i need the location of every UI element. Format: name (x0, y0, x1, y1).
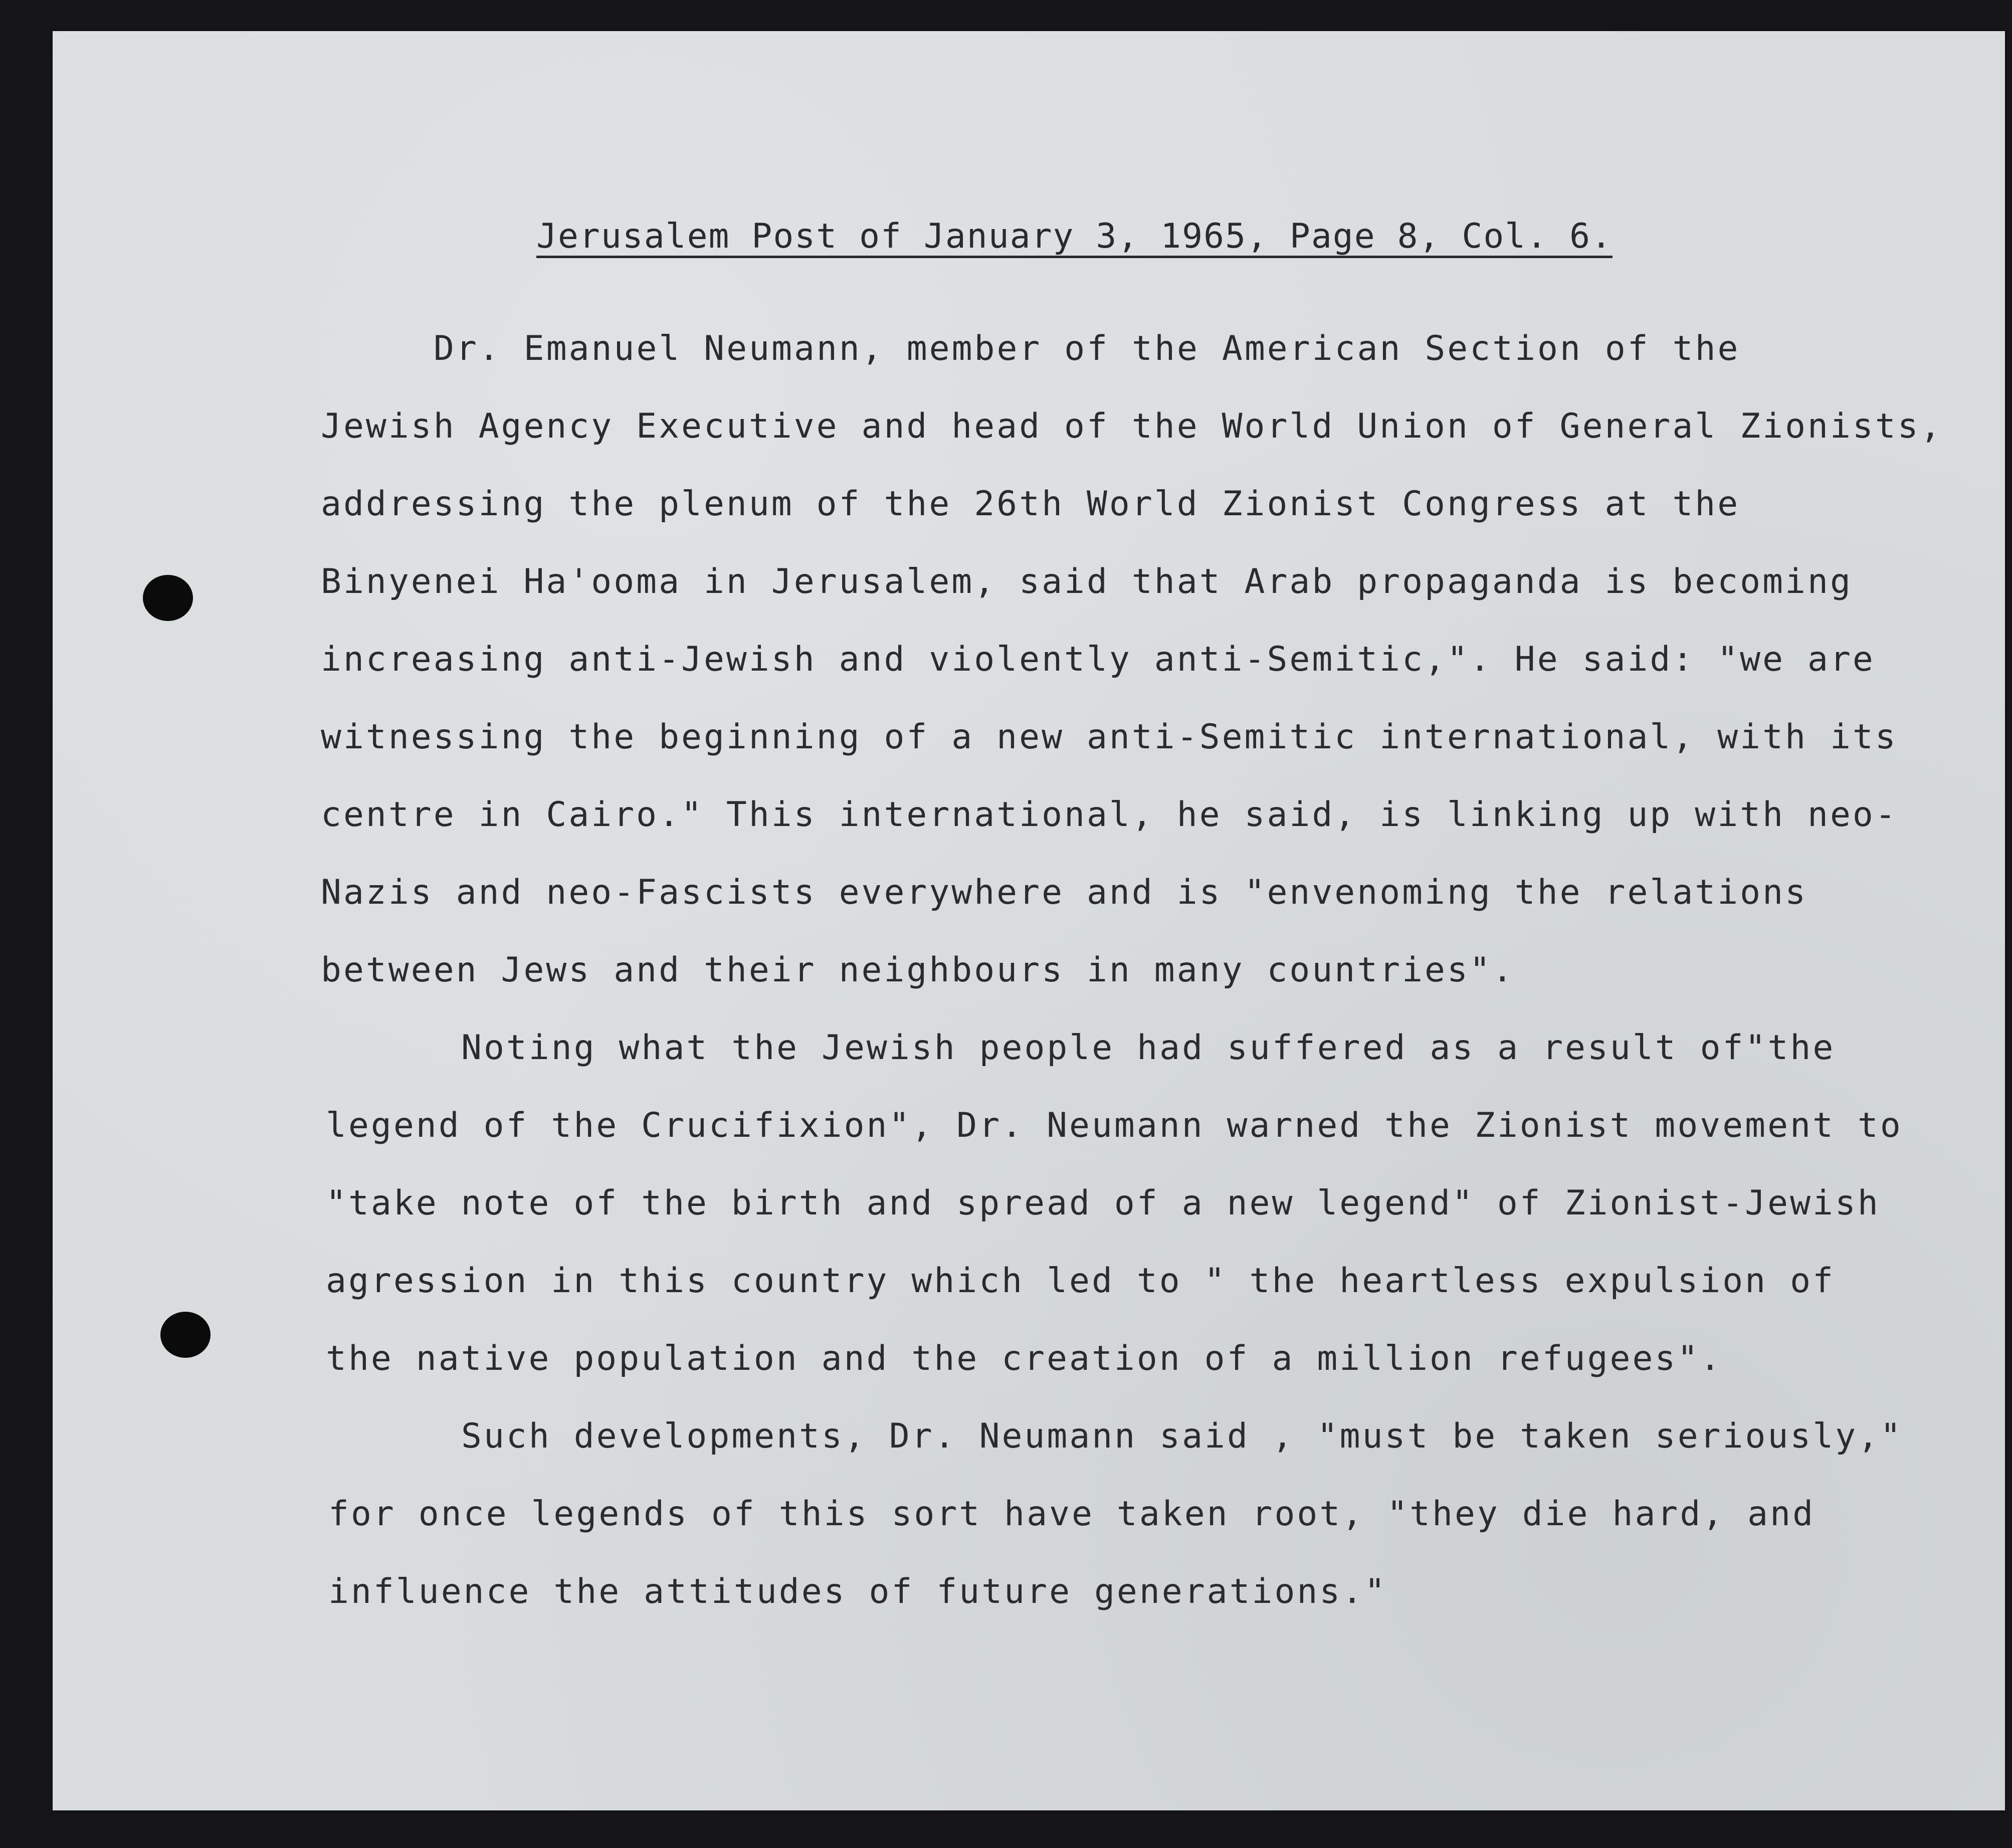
text-line: Jewish Agency Executive and head of the World Union of General Zionists, (321, 406, 1943, 446)
text-line: Such developments, Dr. Neumann said , "must be taken seriously," (461, 1416, 1903, 1456)
punch-hole-top (143, 575, 193, 621)
text-line: Binyenei Ha'ooma in Jerusalem, said that Arab propaganda is becoming (321, 562, 1853, 601)
text-line: increasing anti-Jewish and violently anti-Semitic,". He said: "we are (321, 640, 1875, 679)
text-line: "take note of the birth and spread of a new legend" of Zionist-Jewish (326, 1183, 1880, 1223)
text-line: between Jews and their neighbours in many countries". (321, 950, 1515, 990)
text-line: witnessing the beginning of a new anti-Semitic international, with its (321, 717, 1898, 757)
text-line: Nazis and neo-Fascists everywhere and is "envenoming the relations (321, 873, 1808, 912)
text-line: influence the attitudes of future generations." (328, 1572, 1387, 1611)
document-title: Jerusalem Post of January 3, 1965, Page 8, Col. 6. (536, 217, 1613, 256)
text-line: addressing the plenum of the 26th World Zionist Congress at the (321, 484, 1740, 524)
text-line: for once legends of this sort have taken root, "they die hard, and (328, 1494, 1816, 1534)
text-line: Noting what the Jewish people had suffered as a result of"the (461, 1028, 1836, 1068)
text-line: agression in this country which led to " the heartless expulsion of (326, 1261, 1835, 1301)
punch-hole-bottom (160, 1312, 211, 1358)
text-line: legend of the Crucifixion", Dr. Neumann warned the Zionist movement to (326, 1106, 1903, 1145)
typed-page (53, 31, 2005, 1810)
text-line: centre in Cairo." This international, he said, is linking up with neo- (321, 795, 1898, 835)
text-line: the native population and the creation of a million refugees". (326, 1339, 1723, 1378)
text-line: Dr. Emanuel Neumann, member of the American Section of the (434, 329, 1740, 368)
